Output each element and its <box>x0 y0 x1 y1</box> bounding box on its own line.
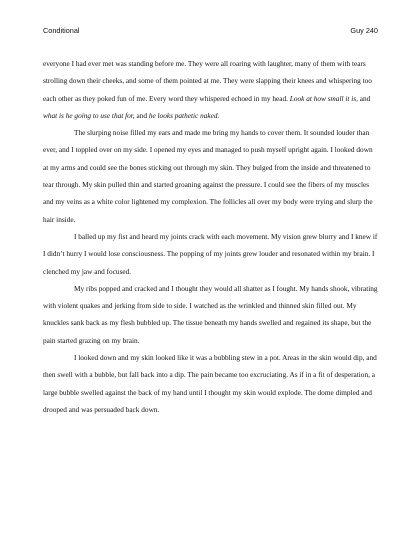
italic-text-run: Look at how small it is, <box>289 93 358 103</box>
italic-text-run: he looks pathetic naked. <box>148 110 220 120</box>
text-run: I balled up my fist and heard my joints crack with each movement. My vision grew blurry and I knew if I didn’t hurry I would lose consciousness. The popping of my joints grew louder and resonated within my brain. I clenched my jaw and focused. <box>43 231 378 276</box>
paragraph-1 <box>43 55 378 124</box>
paragraph-4 <box>43 280 378 349</box>
text-run: everyone I had ever met was standing before me. They were all roaring with laughter, many of them with tears strolling down their cheeks, and some of them pointed at me. They were slapping their knees and whispering too each other as they poked fun of me. Every word they whispered echoed in my head. <box>43 59 372 103</box>
document-body <box>43 55 378 418</box>
text-run: My ribs popped and cracked and I thought they would all shatter as I fought. My hands shook, vibrating with violent quakes and jerking from side to side. I watched as the wrinkled and thinned skin filled out. My knuckles sank back as my flesh bubbled up. The tissue beneath my hands swelled and regained its shape, but the pain started grazing on my brain. <box>43 283 378 345</box>
paragraph-2 <box>43 124 378 228</box>
text-run: and <box>357 93 371 103</box>
text-run: and <box>134 110 149 120</box>
paragraph-5 <box>43 349 378 418</box>
text-run: I looked down and my skin looked like it was a bubbling stew in a pot. Areas in the skin would dip, and then swell with a bubble, but fall back into a dip. The pain became too excruciating. As if in a fit of desperation, a large bubble swelled against the back of my hand until I thought my skin would explode. The dome dimpled and drooped and was persuaded back down. <box>43 353 377 414</box>
running-title: Conditional <box>43 26 80 35</box>
paragraph-3 <box>43 228 378 280</box>
author-page-number: Guy 240 <box>350 26 378 35</box>
italic-text-run: what is he going to use that for, <box>43 110 135 120</box>
text-run: The slurping noise filled my ears and made me bring my hands to cover them. It sounded louder than ever, and I toppled over on my side. I opened my eyes and managed to push myself upright again. I looked down at my arms and could see the bones sticking out through my skin. They bulged from the inside and threatened to tear through. My skin pulled thin and started groaning against the pressure. I could see the fibers of my muscles and my veins as a white color lightened my complexion. The follicles all over my body were trying and slurp the hair inside. <box>43 128 373 224</box>
